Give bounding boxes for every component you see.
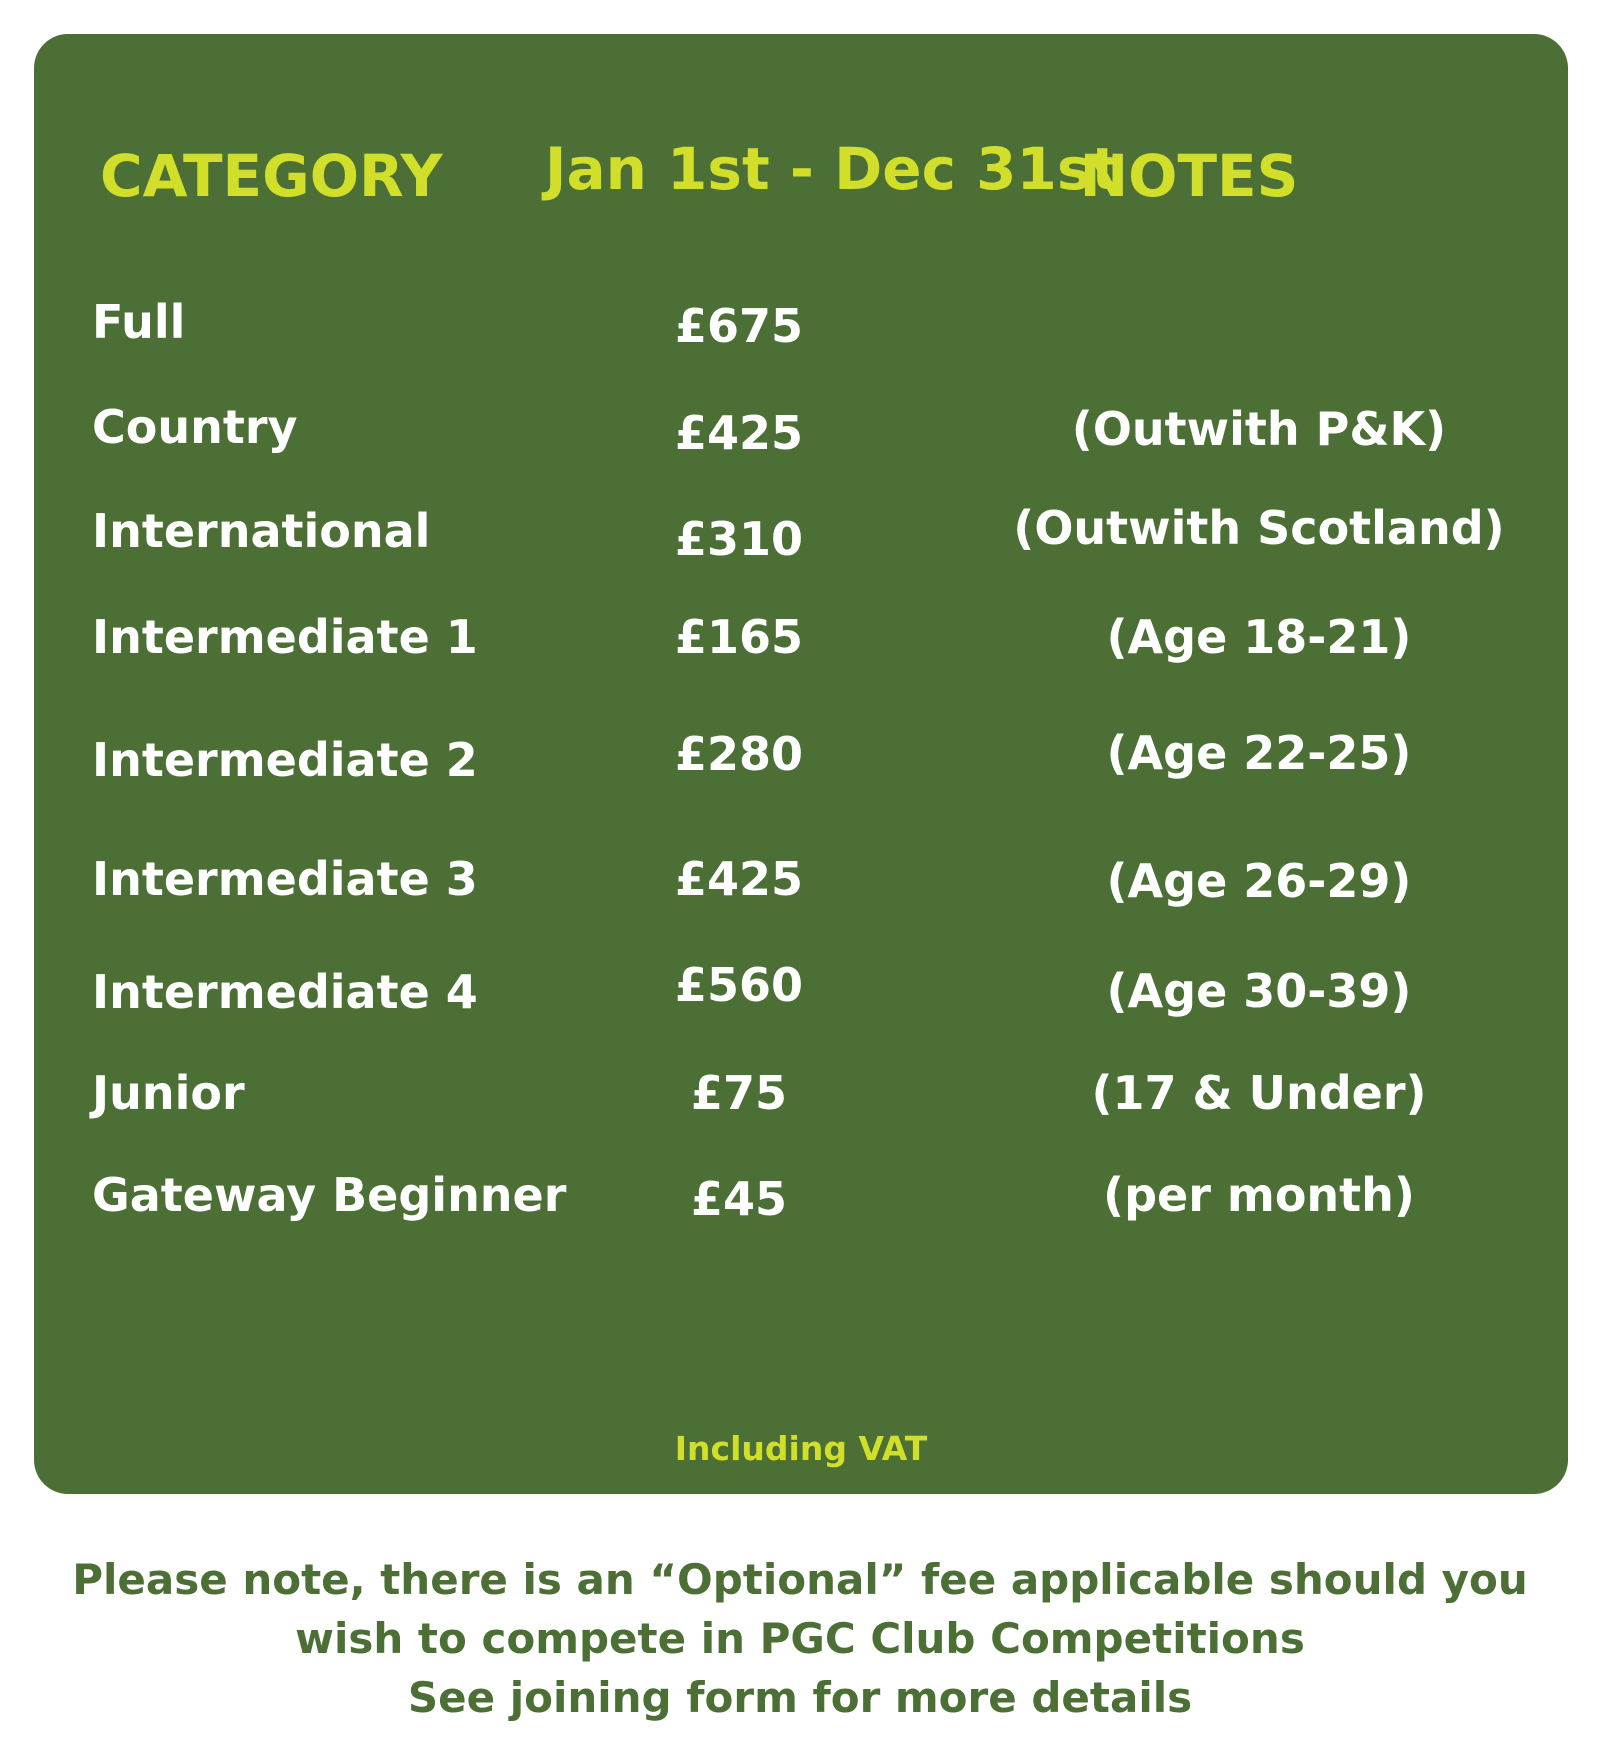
row-price-intermediate-3: £425 (674, 852, 804, 906)
row-category-full: Full (92, 295, 186, 349)
row-note-gateway-beginner: (per month) (1103, 1168, 1415, 1222)
row-category-intermediate-1: Intermediate 1 (92, 610, 478, 664)
row-note-intermediate-1: (Age 18-21) (1106, 610, 1412, 664)
row-category-intermediate-4: Intermediate 4 (92, 965, 478, 1019)
row-price-gateway-beginner: £45 (690, 1172, 788, 1226)
row-note-intermediate-2: (Age 22-25) (1106, 726, 1412, 780)
row-price-intermediate-1: £165 (674, 610, 804, 664)
row-note-junior: (17 & Under) (1091, 1066, 1427, 1120)
row-category-intermediate-2: Intermediate 2 (92, 733, 478, 787)
row-price-full: £675 (674, 299, 804, 353)
vat-note: Including VAT (674, 1429, 928, 1468)
row-price-intermediate-2: £280 (674, 727, 804, 781)
footer-line-1: Please note, there is an “Optional” fee applicable should you (72, 1555, 1528, 1604)
row-note-intermediate-4: (Age 30-39) (1106, 964, 1412, 1018)
row-price-international: £310 (674, 512, 804, 566)
footer-line-2: wish to compete in PGC Club Competitions (295, 1614, 1305, 1663)
header-notes: NOTES (1079, 142, 1299, 210)
footer-note (0, 1550, 1600, 1727)
header-category: CATEGORY (100, 142, 443, 210)
row-note-intermediate-3: (Age 26-29) (1106, 854, 1412, 908)
row-category-international: International (92, 504, 431, 558)
row-note-country: (Outwith P&K) (1071, 402, 1447, 456)
row-category-gateway-beginner: Gateway Beginner (92, 1168, 567, 1222)
row-category-country: Country (92, 400, 298, 454)
row-price-intermediate-4: £560 (674, 958, 804, 1012)
row-price-country: £425 (674, 406, 804, 460)
row-note-international: (Outwith Scotland) (1013, 501, 1505, 555)
row-category-junior: Junior (92, 1066, 245, 1120)
row-category-intermediate-3: Intermediate 3 (92, 852, 478, 906)
header-period: Jan 1st - Dec 31st (544, 135, 1120, 203)
pricing-panel (34, 34, 1568, 1494)
row-price-junior: £75 (690, 1066, 788, 1120)
footer-line-3: See joining form for more details (407, 1673, 1193, 1722)
